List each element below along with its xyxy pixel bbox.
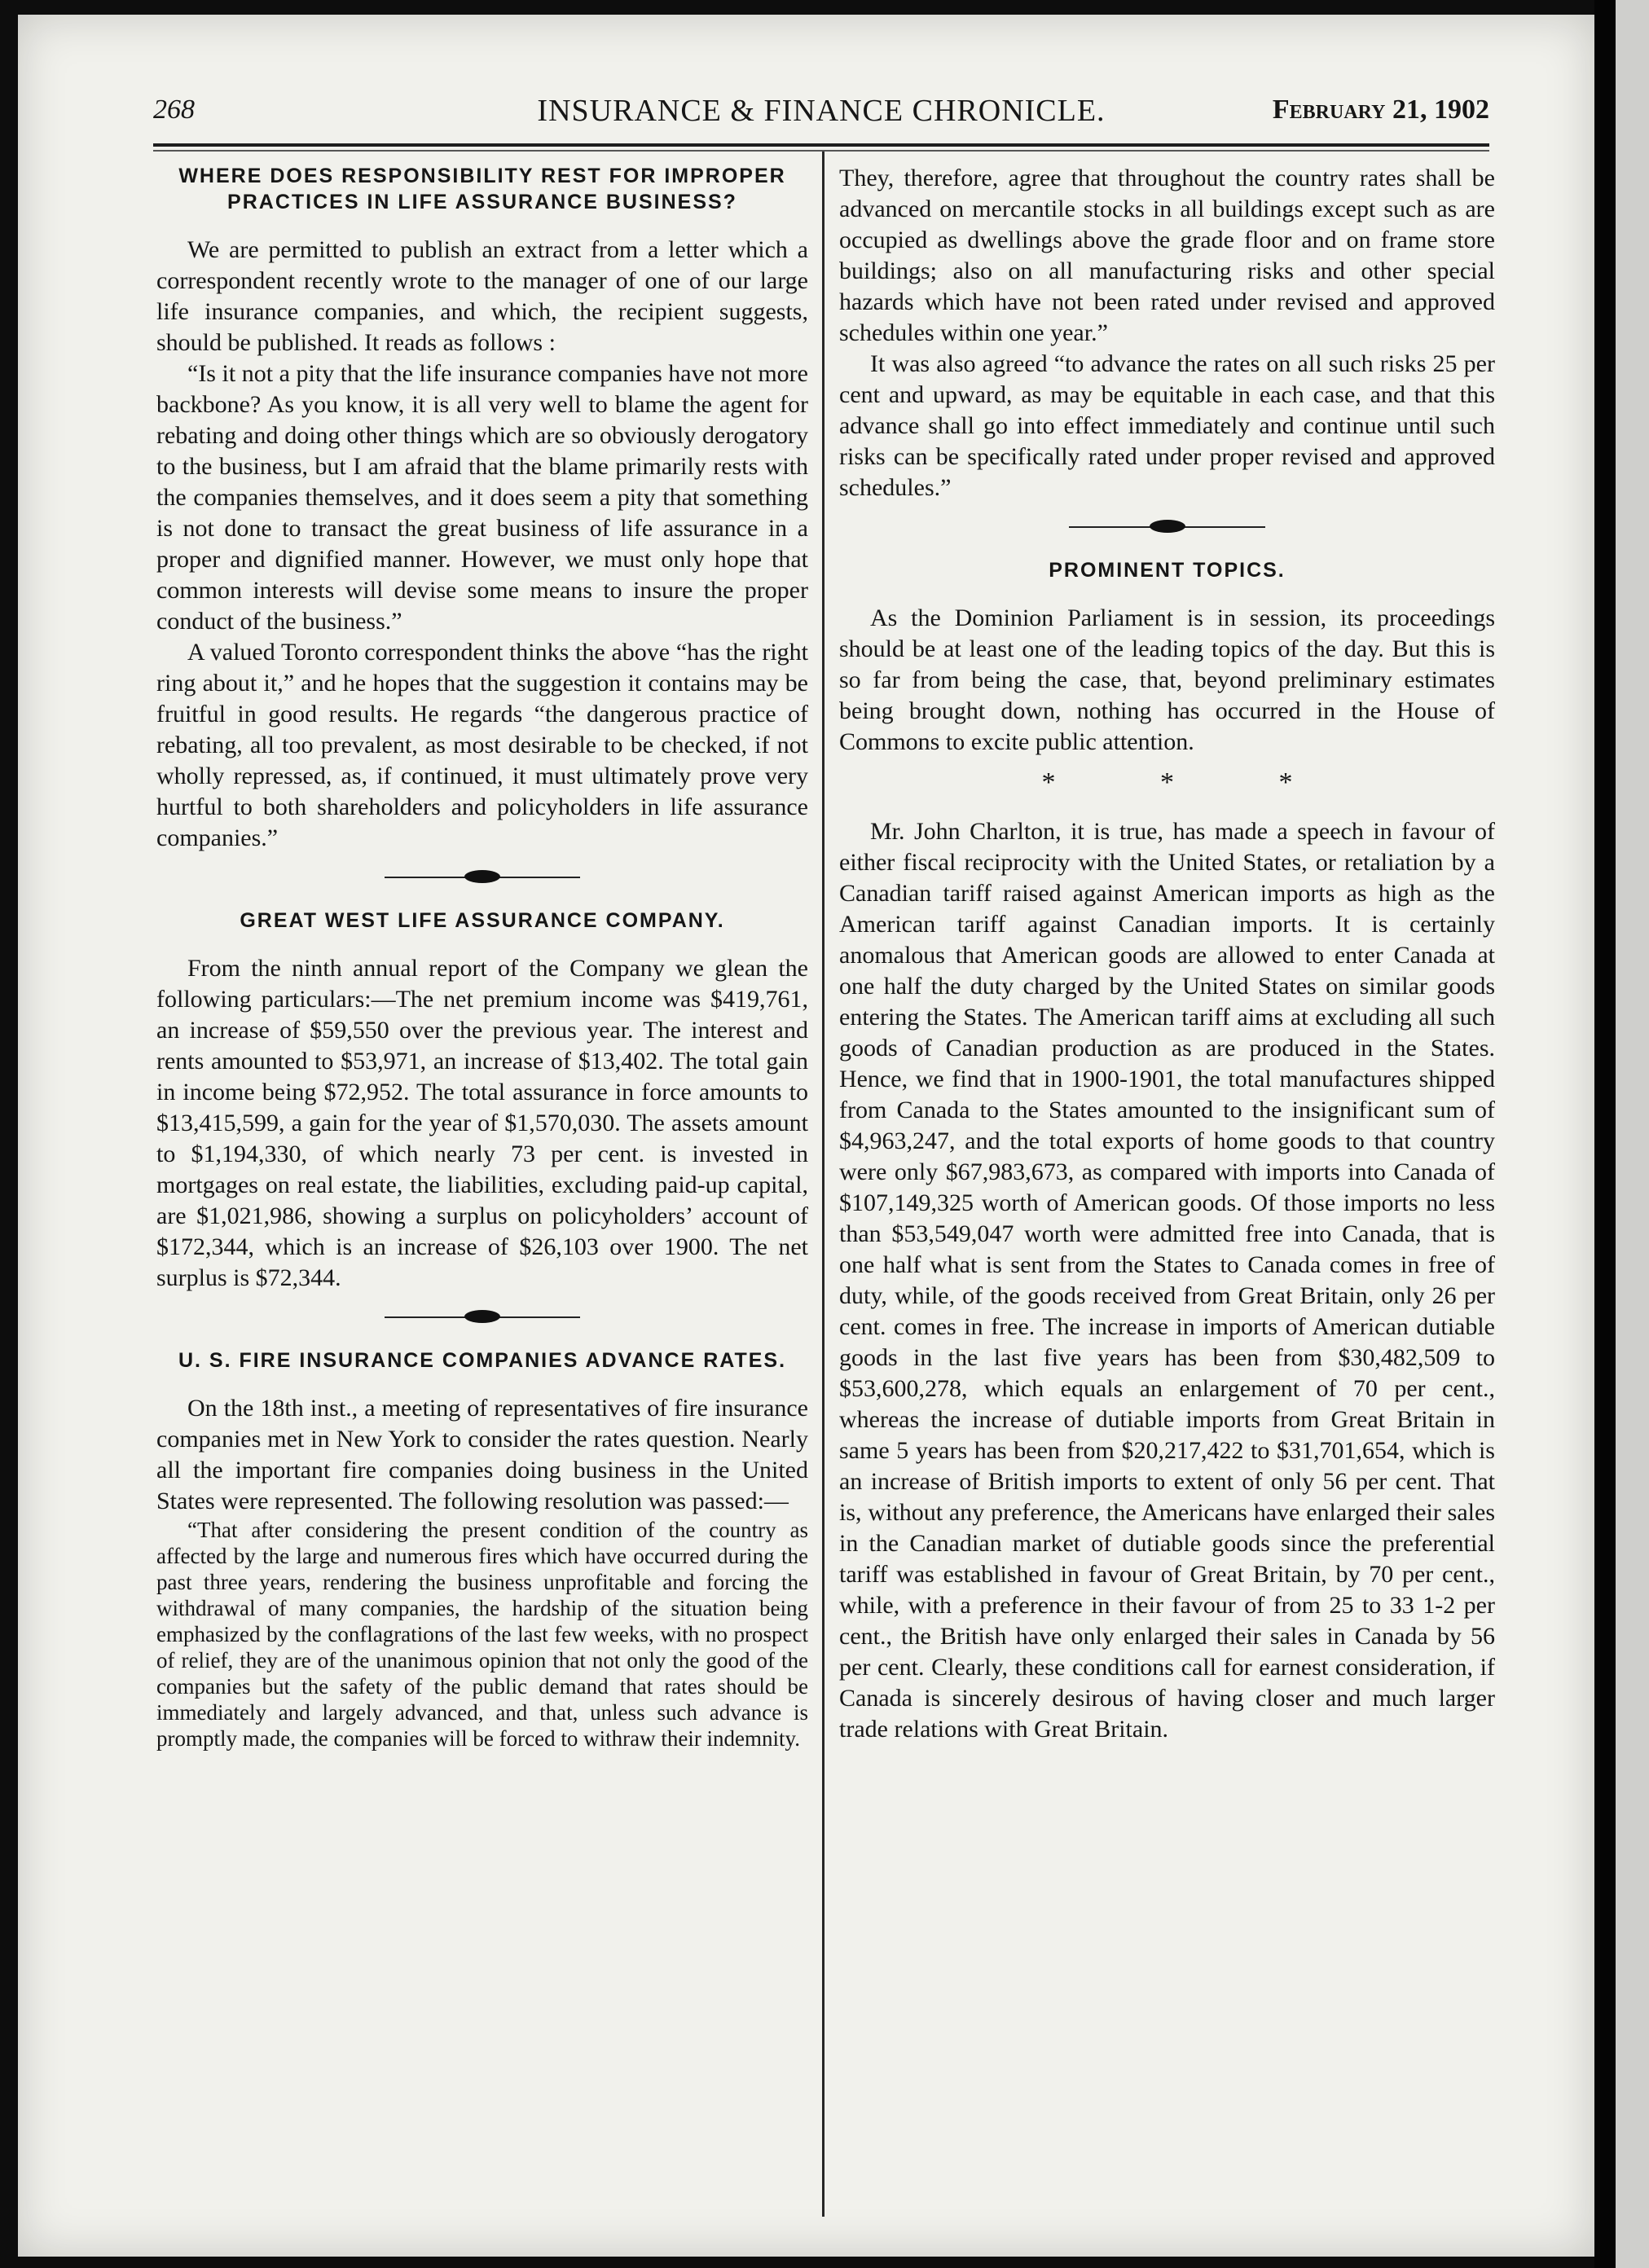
- section-separator: * * *: [1041, 767, 1342, 798]
- article-heading: WHERE DOES RESPONSIBILITY REST FOR IMPROPER PRACTICES IN LIFE ASSURANCE BUSINESS?: [178, 165, 786, 213]
- column-divider: [822, 152, 824, 2217]
- scan-edge-light: [1616, 0, 1649, 2268]
- header-rule-thin: [153, 150, 1489, 152]
- right-column: [839, 163, 1495, 1745]
- article-heading: GREAT WEST LIFE ASSURANCE COMPANY.: [240, 909, 725, 932]
- article-paragraph: We are permitted to publish an extract from a letter which a correspondent recently wrote to the manager of one of our large life insurance companies, and which, the recipient suggests, should be published. It reads as follows :: [156, 236, 808, 356]
- header-rule: [153, 143, 1489, 147]
- article-paragraph: It was also agreed “to advance the rates on all such risks 25 per cent and upward, as may be equitable in each case, and that this advance shall go into effect immediately and continue until such risks can be specifically rated under proper revised and approved schedules.”: [839, 350, 1495, 501]
- scan-edge-dark: [1594, 0, 1616, 2268]
- article-paragraph: A valued Toronto correspondent thinks the above “has the right ring about it,” and he hopes that the suggestion it contains may be fruitful in good results. He regards “the dangerous practice of rebating, all too prevalent, as most desirable to be checked, if not wholly repressed, as, if continued, it must ultimately prove very hurtful to both shareholders and policyholders in life assurance companies.”: [156, 639, 808, 851]
- article-paragraph: They, therefore, agree that throughout the country rates shall be advanced on mercantile stocks in all buildings except such as are occupied as dwellings above the grade floor and on frame store buildings; also on all manufacturing risks and other special hazards which have not been rated under revised and approved schedules within one year.”: [839, 165, 1495, 346]
- article-heading: U. S. FIRE INSURANCE COMPANIES ADVANCE RATES.: [178, 1349, 787, 1372]
- section-ornament: [156, 1307, 808, 1328]
- section-ornament: [839, 516, 1495, 538]
- article-paragraph: Mr. John Charlton, it is true, has made a speech in favour of either fiscal reciprocity with the United States, or retaliation by a Canadian tariff raised against American imports as high as the American tariff against Canadian imports. It is certainly anomalous that American goods are allowed to enter Canada at one half the duty charged by the United States on similar goods entering the States. The American tariff aims at excluding all such goods of Canadian production as are produced in the States. Hence, we find that in 1900-1901, the total manufactures shipped from Canada to the States amounted to the insignificant sum of $4,963,247, and the total exports of home goods to that country were only $67,983,673, as compared with imports into Canada of $107,149,325 worth of American goods. Of those imports no less than $53,549,047 worth were admitted free into Canada, that is one half what is sent from the States to Canada comes in free of duty, while, of the goods received from Great Britain, only 26 per cent. comes in free. The increase in imports of American dutiable goods in the last five years has been from $30,482,509 to $53,600,278, which equals an enlargement of 70 per cent., whereas the increase of dutiable imports from Great Britain in same 5 years has been from $20,217,422 to $31,701,654, which is an increase of British imports to extent of only 56 per cent. That is, without any preference, the Americans have enlarged their sales in the Canadian market of dutiable goods since the preferential tariff was established in favour of Great Britain, by 70 per cent., while, with a preference in their favour of from 25 to 33 1-2 per cent., the British have only enlarged their sales in Canada by 56 per cent. Clearly, these conditions call for earnest consideration, if Canada is sincerely desirous of having closer and much larger trade relations with Great Britain.: [839, 818, 1495, 1743]
- page-header: [153, 88, 1489, 137]
- left-column: [156, 163, 808, 1752]
- article-paragraph: As the Dominion Parliament is in session, its proceedings should be at least one of the leading topics of the day. But this is so far from being the case, that, beyond preliminary estimates being brought down, nothing has occurred in the House of Commons to excite public attention.: [839, 604, 1495, 755]
- article-paragraph: On the 18th inst., a meeting of representatives of fire insurance companies met in New York to consider the rates question. Nearly all the important fire companies doing business in the United States were represented. The following resolution was passed:—: [156, 1395, 808, 1514]
- section-ornament: [156, 867, 808, 888]
- page-number: 268: [153, 94, 195, 125]
- article-heading: PROMINENT TOPICS.: [1049, 559, 1286, 582]
- journal-title: INSURANCE & FINANCE CHRONICLE.: [537, 94, 1106, 128]
- resolution-quote: “That after considering the present condition of the country as affected by the large and numerous fires which have occurred during the past three years, rendering the business unprofitable and forcing the withdrawal of many companies, the hardship of the situation being emphasized by the conflagrations of the last few weeks, with no prospect of relief, they are of the unanimous opinion that not only the good of the companies but the safety of the public demand that rates should be immediately and largely advanced, and that, unless such advance is promptly made, the companies will be forced to withraw their indemnity.: [156, 1518, 808, 1751]
- article-paragraph: From the ninth annual report of the Company we glean the following particulars:—The net premium income was $419,761, an increase of $59,550 over the previous year. The interest and rents amounted to $53,971, an increase of $13,402. The total gain in income being $72,952. The total assurance in force amounts to $13,415,599, a gain for the year of $1,570,030. The assets amount to $1,194,330, of which nearly 73 per cent. is invested in mortgages on real estate, the liabilities, excluding paid-up capital, are $1,021,986, showing a surplus on policyholders’ account of $172,344, which is an increase of $26,103 over 1900. The net surplus is $72,344.: [156, 955, 808, 1291]
- issue-date: February 21, 1902: [1272, 94, 1489, 125]
- article-paragraph: “Is it not a pity that the life insurance companies have not more backbone? As you know, it is all very well to blame the agent for rebating and doing other things which are so obviously derogatory to the business, but I am afraid that the blame primarily rests with the companies themselves, and it does seem a pity that something is not done to transact the great business of life assurance in a proper and dignified manner. However, we must only hope that common interests will devise some means to insure the proper conduct of the business.”: [156, 360, 808, 635]
